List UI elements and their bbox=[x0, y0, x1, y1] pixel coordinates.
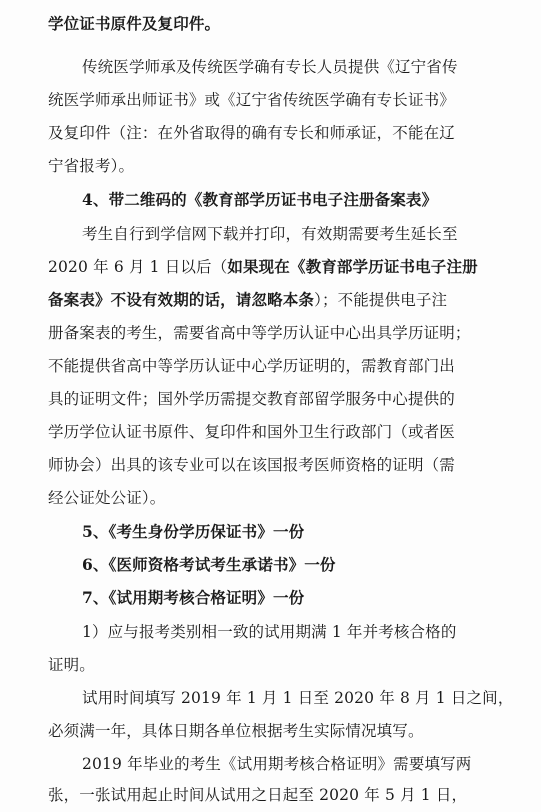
text-span: ）；不能提供电子注 bbox=[314, 291, 448, 309]
text-line: 2019 年毕业的考生《试用期考核合格证明》需要填写两 bbox=[82, 755, 472, 773]
text-line bbox=[48, 257, 500, 277]
text-line: 具的证明文件；国外学历需提交教育部留学服务中心提供的 bbox=[48, 390, 455, 408]
text-line: 宁省报考）。 bbox=[48, 157, 135, 175]
text-line: 及复印件（注：在外省取得的确有专长和师承证，不能在辽 bbox=[48, 124, 455, 142]
bold-note: 备案表》不设有效期的话，请忽略本条 bbox=[48, 290, 315, 309]
text-line: 传统医学师承及传统医学确有专长人员提供《辽宁省传 bbox=[82, 58, 458, 76]
section-heading: 5、《考生身份学历保证书》一份 bbox=[82, 522, 305, 541]
bold-note: 如果现在《教育部学历证书电子注册 bbox=[227, 257, 478, 276]
text-line: 不能提供省高中等学历认证中心学历证明的，需教育部门出 bbox=[48, 357, 455, 375]
text-line: 师协会）出具的该专业可以在该国报考医师资格的证明（需 bbox=[48, 456, 455, 474]
text-line: 统医学师承出师证书》或《辽宁省传统医学确有专长证书》 bbox=[48, 91, 455, 109]
text-line: 册备案表的考生，需要省高中等学历认证中心出具学历证明； bbox=[48, 324, 471, 342]
text-span: 2020 年 6 月 1 日以后（ bbox=[48, 258, 228, 276]
text-line: 1）应与报考类别相一致的试用期满 1 年并考核合格的 bbox=[82, 623, 457, 641]
text-line: 张，一张试用起止时间从试用之日起至 2020 年 5 月 1 日， bbox=[48, 786, 468, 804]
text-line bbox=[48, 290, 500, 310]
text-line: 学历学位认证书原件、复印件和国外卫生行政部门（或者医 bbox=[48, 423, 455, 441]
text-line: 必须满一年，具体日期各单位根据考生实际情况填写。 bbox=[48, 722, 424, 740]
text-line: 学位证书原件及复印件。 bbox=[48, 14, 221, 33]
text-line: 考生自行到学信网下载并打印，有效期需要考生延长至 bbox=[82, 225, 458, 243]
section-heading: 6、《医师资格考试考生承诺书》一份 bbox=[82, 555, 336, 574]
text-line: 经公证处公证）。 bbox=[48, 489, 166, 507]
text-line: 证明。 bbox=[48, 656, 95, 674]
text-line: 试用时间填写 2019 年 1 月 1 日至 2020 年 8 月 1 日之间， bbox=[82, 689, 514, 707]
section-heading: 7、《试用期考核合格证明》一份 bbox=[82, 588, 305, 607]
section-heading: 4、带二维码的《教育部学历证书电子注册备案表》 bbox=[82, 190, 438, 209]
